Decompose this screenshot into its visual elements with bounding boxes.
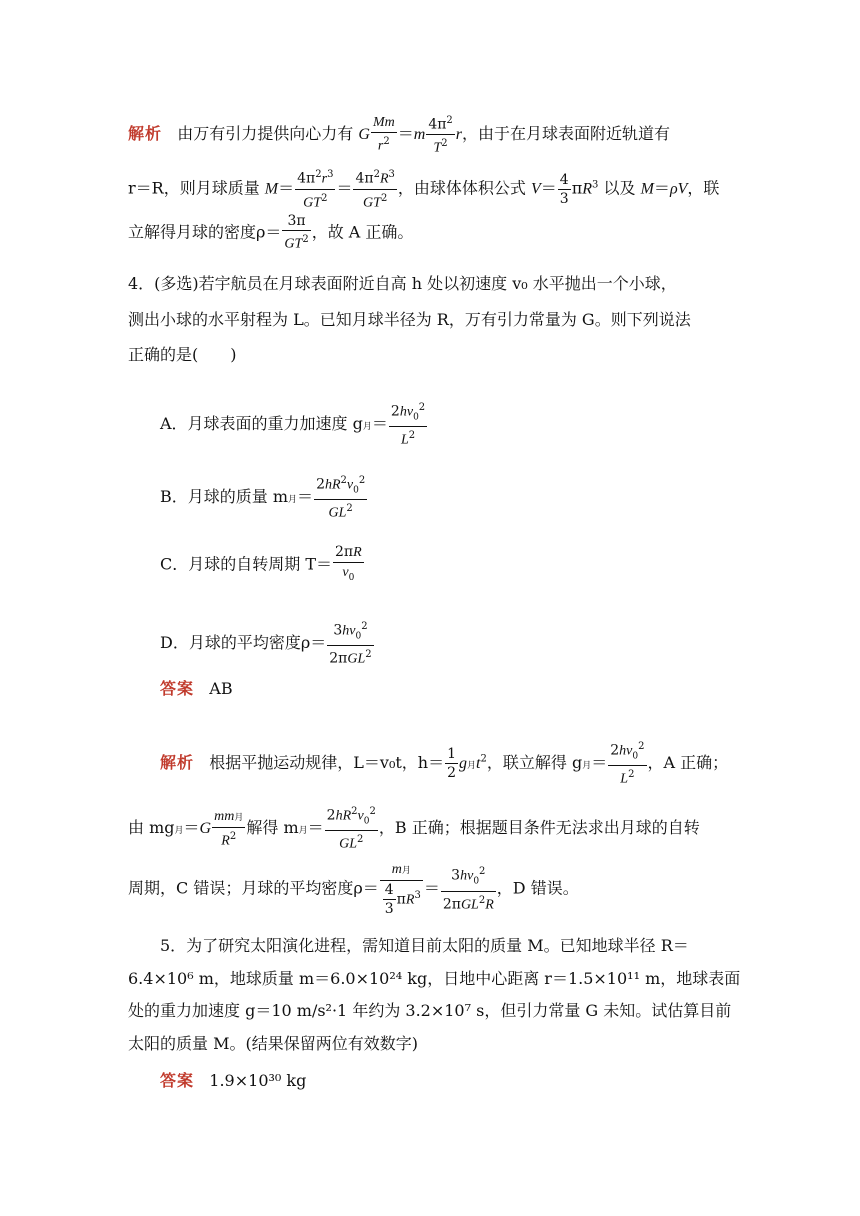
formula-fraction: $\frac{2hR^2v_0^2}{GL^2}$ (325, 803, 378, 854)
formula-fraction: $\frac{4\pi^2R^3}{GT^2}$ (353, 166, 396, 212)
formula-fraction: $\frac{2\pi R}{v_0}$ (335, 544, 362, 583)
formula-fraction: $\frac{Mm}{r^2}$ (372, 114, 395, 154)
answer-tag: 答案 (160, 679, 195, 698)
q4-stem-line3: 正确的是( ) (128, 345, 237, 364)
q4-option-c: C．月球的自转周期 T＝ $\frac{2\pi R}{v_0}$ (160, 543, 365, 587)
analysis1-text: ，故 A 正确。 (311, 222, 414, 242)
formula-fraction: $\frac{\text{mm月}}{R^2}$ (214, 808, 244, 849)
analysis1-text: 由万有引力提供向心力有 (177, 124, 354, 144)
analysis1-line2: r＝R，则月球质量 M＝ $\frac{4\pi^2r^3}{GT^2}$ ＝ $\frac{4\pi^2R^3}{GT^2}$ ，由球体体积公式 V＝ $\frac{4}{3}$ $\pi R^3$ 以及 M＝ρV，联 (128, 166, 719, 212)
formula-fraction: $\frac{2hv_0^2}{L^2}$ (608, 738, 646, 789)
analysis1-tag: 解析 (128, 124, 163, 144)
answer-value: 1.9×10³⁰ kg (209, 1071, 307, 1090)
formula-fraction: $\frac{1}{2}$ (447, 746, 457, 782)
q4-answer (160, 678, 233, 700)
formula-fraction: $\frac{2hR^2v_0^2}{GL^2}$ (314, 472, 367, 523)
q4-stem-line2: 测出小球的水平射程为 L。已知月球半径为 R，万有引力常量为 G。则下列说法 (128, 310, 691, 329)
formula-fraction: $\frac{4\pi^2r^3}{GT^2}$ (295, 166, 335, 212)
q5-stem-line3: 处的重力加速度 g＝10 m/s²·1 年约为 3.2×10⁷ s，但引力常量 G 未知。试估算目前 (128, 1001, 732, 1020)
answer-tag: 答案 (160, 1071, 195, 1090)
formula-fraction: $\frac{2hv_0^2}{L^2}$ (389, 399, 427, 450)
q4-option-a: A．月球表面的重力加速度 g月＝ $\frac{2hv_0^2}{L^2}$ (160, 399, 428, 450)
analysis2-line1: 解析 根据平抛运动规律，L＝v₀t，h＝ $\frac{1}{2}$ g月$t^2$，联立解得 g月＝ $\frac{2hv_0^2}{L^2}$ ，A 正确； (160, 738, 728, 789)
analysis1-text: 以及 (603, 178, 636, 198)
analysis2-tag: 解析 (160, 753, 195, 773)
analysis1-line3 (128, 212, 413, 254)
q4-option-b: B．月球的质量 m月＝ $\frac{2hR^2v_0^2}{GL^2}$ (160, 472, 368, 523)
analysis2-line3: 周期，C 错误；月球的平均密度ρ＝ m月 $\frac{4}{3}$ $\pi R^3$ ＝ $\frac{3hv_0^2}{2\pi GL^2R}$ ，D 错误。 (128, 862, 579, 917)
analysis1-text: ，由于在月球表面附近轨道有 (462, 124, 671, 144)
analysis1-text: 立解得月球的密度ρ＝ (128, 222, 282, 242)
formula-fraction: m月 $\frac{4}{3}$ $\pi R^3$ (380, 860, 423, 918)
analysis1-text: r＝R，则月球质量 (128, 178, 260, 198)
answer-value: AB (209, 679, 233, 698)
analysis1-line1: 解析 由万有引力提供向心力有 G $\frac{Mm}{r^2}$ ＝m $\frac{4\pi^2}{T^2}$ r，由于在月球表面附近轨道有 (128, 112, 670, 157)
q5-stem-line1: 5．为了研究太阳演化进程，需知道目前太阳的质量 M。已知地球半径 R＝ (160, 936, 689, 955)
q4-stem-line1: 4．(多选)若宇航员在月球表面附近自高 h 处以初速度 v₀ 水平抛出一个小球， (128, 274, 677, 293)
analysis2-line2: 由 mg月＝G $\frac{\text{mm月}}{R^2}$ 解得 m月＝ $\frac{2hR^2v_0^2}{GL^2}$ ，B 正确；根据题目条件无法求出月球的自转 (128, 803, 700, 854)
formula-fraction: $\frac{3\pi}{GT^2}$ (284, 213, 309, 252)
q4-option-d: D．月球的平均密度ρ＝ $\frac{3hv_0^2}{2\pi GL^2}$ (160, 618, 375, 669)
q5-stem-line4: 太阳的质量 M。(结果保留两位有效数字) (128, 1034, 418, 1053)
formula-fraction: $\frac{3hv_0^2}{2\pi GL^2}$ (327, 618, 373, 669)
formula-fraction: $\frac{3hv_0^2}{2\pi GL^2R}$ (441, 863, 496, 914)
q5-stem-line2: 6.4×10⁶ m，地球质量 m＝6.0×10²⁴ kg，日地中心距离 r＝1.5×10¹¹ m，地球表面 (128, 969, 741, 988)
analysis1-text: ，联 (687, 178, 720, 198)
formula-fraction: $\frac{4}{3}$ (559, 171, 569, 207)
q5-answer (160, 1070, 306, 1092)
analysis1-text: ，由球体体积公式 (397, 178, 526, 198)
formula-fraction: $\frac{4\pi^2}{T^2}$ (426, 112, 454, 157)
